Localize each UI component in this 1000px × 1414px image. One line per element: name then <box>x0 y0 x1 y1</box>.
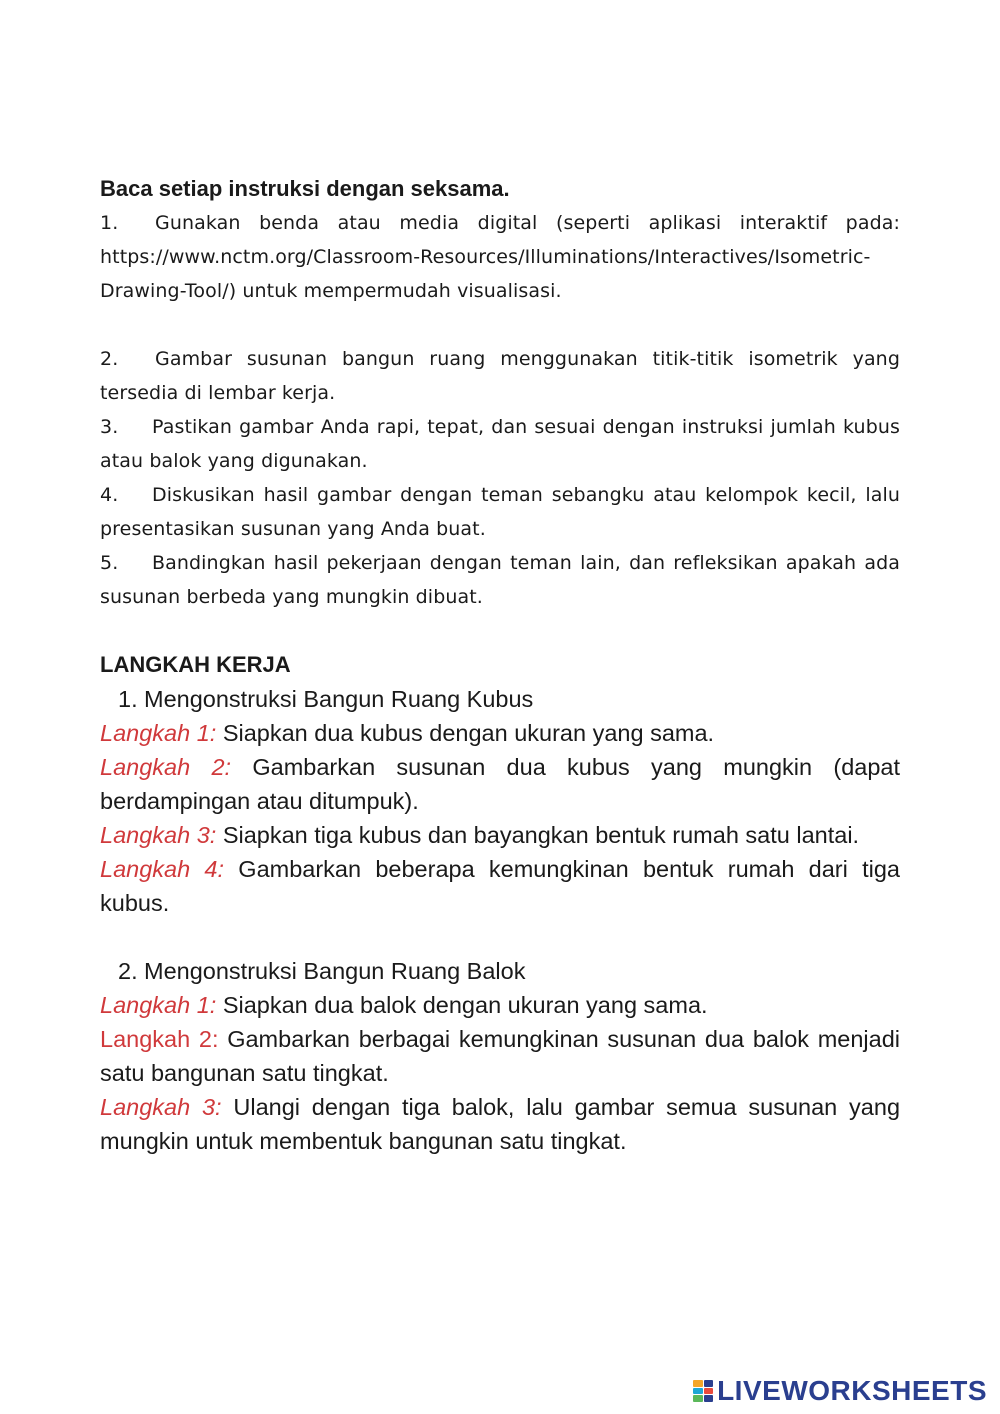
section-balok <box>100 954 900 1158</box>
step-label: Langkah 1: <box>100 992 217 1018</box>
instructions-heading: Baca setiap instruksi dengan seksama. <box>100 176 510 201</box>
logo-text: LIVEWORKSHEETS <box>717 1375 987 1406</box>
instruction-item: 2. Gambar susunan bangun ruang menggunakan titik-titik isometrik yang tersedia di lembar kerja. <box>100 348 900 404</box>
instruction-item: 4. Diskusikan hasil gambar dengan teman sebangku atau kelompok kecil, lalu presentasikan susunan yang Anda buat. <box>100 484 900 540</box>
step-item: Langkah 2: Gambarkan susunan dua kubus yang mungkin (dapat berdampingan atau ditumpuk). <box>100 754 901 814</box>
instruction-item: 3. Pastikan gambar Anda rapi, tepat, dan sesuai dengan instruksi jumlah kubus atau balok yang digunakan. <box>100 416 900 472</box>
step-label: Langkah 4: <box>100 856 225 882</box>
step-label: Langkah 1: <box>100 720 217 746</box>
worksheet-page <box>100 172 900 1158</box>
section-kubus <box>100 682 900 920</box>
instruction-list <box>100 206 900 614</box>
instruction-item: 1. Gunakan benda atau media digital (seperti aplikasi interaktif pada: https://www.nctm.org/Classroom-Resources/Illuminations/Interactives/Isometric-Drawing-Tool/) untuk mempermudah visualisasi. <box>100 212 900 302</box>
step-item: Langkah 1: Siapkan dua balok dengan ukuran yang sama. <box>100 992 708 1018</box>
step-item: Langkah 2: Gambarkan berbagai kemungkinan susunan dua balok menjadi satu bangunan satu tingkat. <box>100 1026 901 1086</box>
step-item: Langkah 1: Siapkan dua kubus dengan ukuran yang sama. <box>100 720 715 746</box>
instruction-item: 5. Bandingkan hasil pekerjaan dengan teman lain, dan refleksikan apakah ada susunan berbeda yang mungkin dibuat. <box>100 552 900 608</box>
liveworksheets-logo <box>693 1376 987 1406</box>
step-item: Langkah 3: Siapkan tiga kubus dan bayangkan bentuk rumah satu lantai. <box>100 822 860 848</box>
step-item: Langkah 4: Gambarkan beberapa kemungkinan bentuk rumah dari tiga kubus. <box>100 856 900 916</box>
step-label: Langkah 2: <box>100 754 232 780</box>
step-item: Langkah 3: Ulangi dengan tiga balok, lalu gambar semua susunan yang mungkin untuk membentuk bangunan satu tingkat. <box>100 1094 901 1154</box>
liveworksheets-logo-icon <box>693 1380 713 1402</box>
step-label: Langkah 3: <box>100 822 217 848</box>
langkah-kerja-heading: LANGKAH KERJA <box>100 652 291 677</box>
section-title: 2. Mengonstruksi Bangun Ruang Balok <box>118 958 526 984</box>
step-label: Langkah 3: <box>100 1094 222 1120</box>
section-title: 1. Mengonstruksi Bangun Ruang Kubus <box>118 686 534 712</box>
step-label: Langkah 2: <box>100 1026 219 1052</box>
